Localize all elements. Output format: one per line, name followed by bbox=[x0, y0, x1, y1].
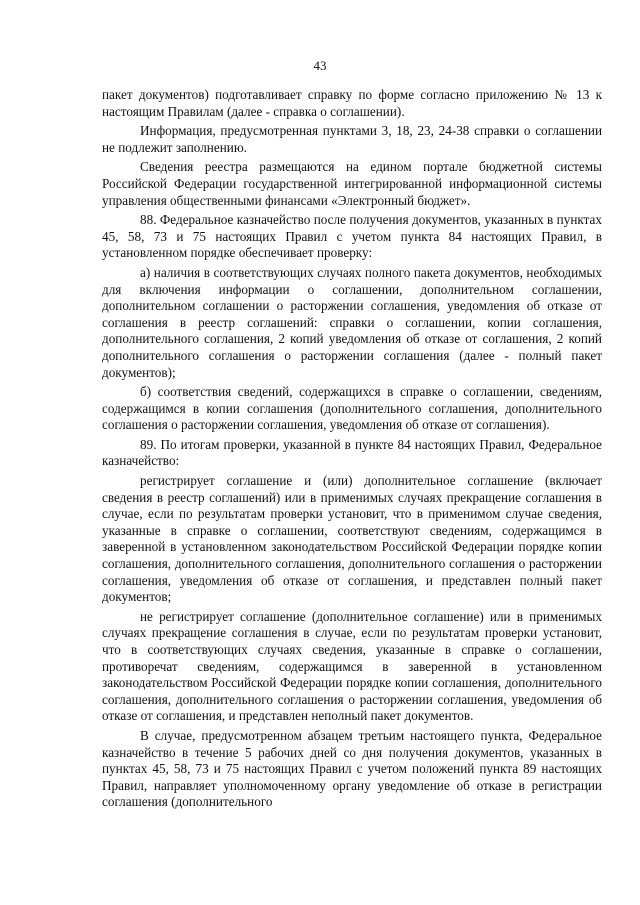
paragraph-info-not-filled: Информация, предусмотренная пунктами 3, 18, 23, 24-38 справки о соглашении не подлежит заполнению. bbox=[102, 123, 602, 155]
paragraph-refusal-notice: В случае, предусмотренном абзацем третьим настоящего пункта, Федеральное казначейство в течение 5 рабочих дней со дня получения документов, указанных в пунктах 45, 58, 73 и 75 настоящих Правил с учетом положений пункта 89 настоящих Правил, направляет уполномоченному органу уведомление об отказе в регистрации соглашения (дополнительного bbox=[102, 727, 602, 810]
paragraph-continuation: пакет документов) подготавливает справку по форме согласно приложению № 13 к настоящим Правилам (далее - справка о соглашении). bbox=[102, 87, 602, 119]
paragraph-item-88: 88. Федеральное казначейство после получения документов, указанных в пунктах 45, 58, 73 и 75 настоящих Правил с учетом пункта 84 настоящих Правил, в установленном порядке обеспечивает проверку: bbox=[102, 212, 602, 261]
page-number: 43 bbox=[313, 58, 327, 73]
paragraph-item-88-b: б) соответствия сведений, содержащихся в справке о соглашении, сведениям, содержащимся в копии соглашения (дополнительного соглашения, дополнительного соглашения о расторжении соглашения, уведомления об отказе от соглашения). bbox=[102, 384, 602, 433]
paragraph-registers: регистрирует соглашение и (или) дополнительное соглашение (включает сведения в реестр соглашений) или в применимых случаях прекращение соглашения в случае, если по результатам проверки установит, что в применимом случае сведения, указанные в справке о соглашении, соответствуют сведениям, содержащимся в заверенной в установленном законодательством Российской Федерации порядке копии соглашения, дополнительного соглашения, дополнительного соглашения о расторжении соглашения, уведомления об отказе от соглашения, и представлен полный пакет документов; bbox=[102, 473, 602, 605]
paragraph-not-registers: не регистрирует соглашение (дополнительное соглашение) или в применимых случаях прекращение соглашения в случае, если по результатам проверки установит, что в соответствующих случаях сведения, указанные в справке о соглашении, противоречат сведениям, содержащимся в заверенной в установленном законодательством Российской Федерации порядке копии соглашения, дополнительного соглашения, дополнительного соглашения о расторжении соглашения, уведомления об отказе от соглашения, и представлен неполный пакет документов. bbox=[102, 608, 602, 724]
paragraph-registry-portal: Сведения реестра размещаются на едином портале бюджетной системы Российской Федерации государственной интегрированной информационной системы управления общественными финансами «Электронный бюджет». bbox=[102, 159, 602, 208]
document-body bbox=[102, 87, 602, 814]
paragraph-item-88-a: а) наличия в соответствующих случаях полного пакета документов, необходимых для включения информации о соглашении, дополнительном соглашении, дополнительном соглашении о расторжении соглашения, уведомления об отказе от соглашения в реестр соглашений: справки о соглашении, копии соглашения, дополнительного соглашения, 2 копий уведомления об отказе от соглашения, 2 копий дополнительного соглашения о расторжении соглашения (далее - полный пакет документов); bbox=[102, 264, 602, 380]
paragraph-item-89: 89. По итогам проверки, указанной в пункте 84 настоящих Правил, Федеральное казначейство: bbox=[102, 436, 602, 469]
